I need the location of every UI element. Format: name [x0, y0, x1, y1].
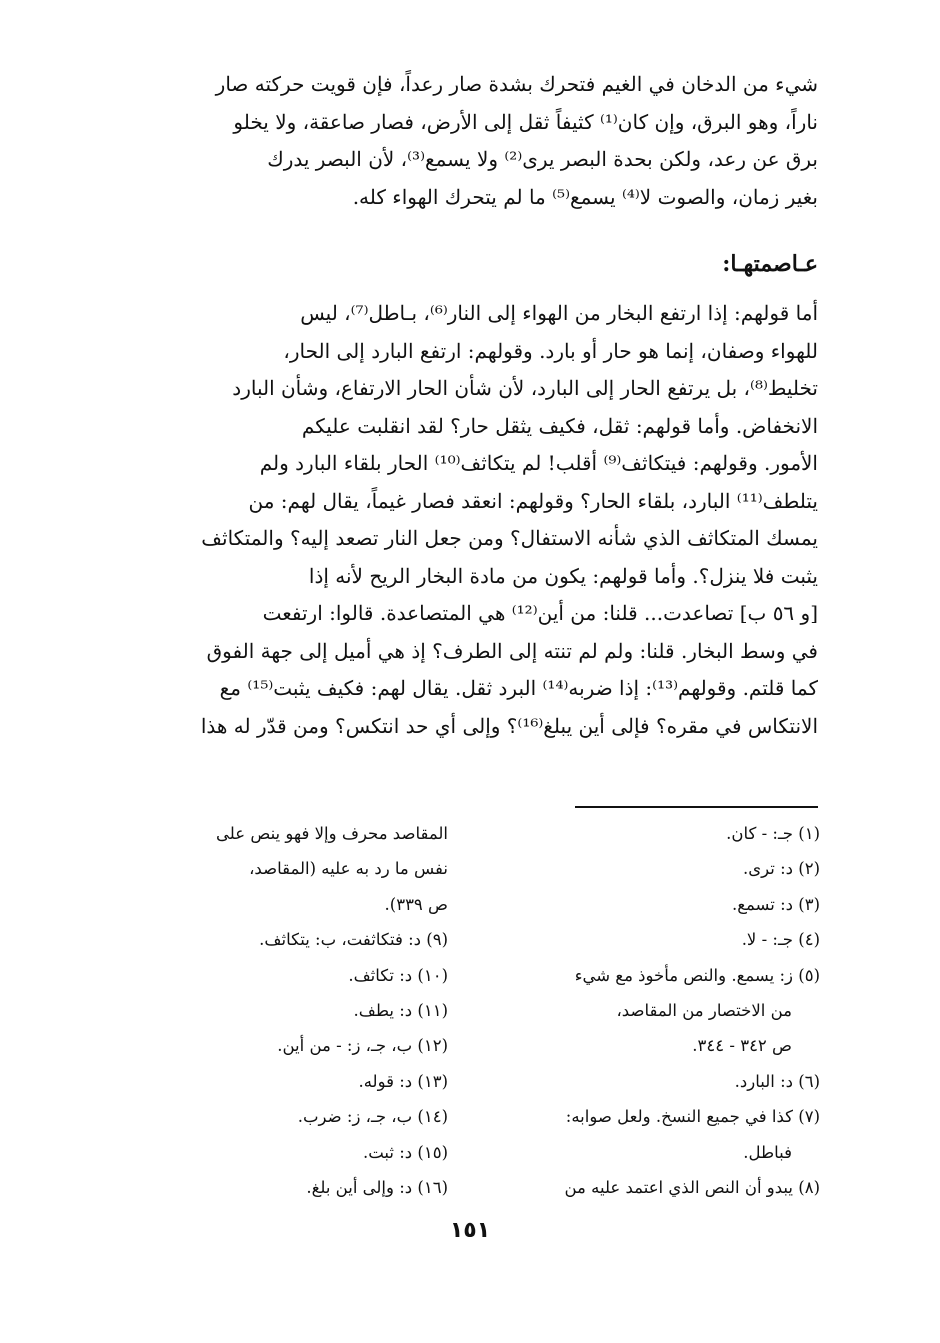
footnote: (٣) د: تسمع. [731, 894, 820, 914]
text-line: يتلطف⁽¹¹⁾ البارد، بلقاء الحار؟ وقولهم: انعقد فصار غيماً، يقال لهم: من [248, 488, 818, 513]
footnote: (٦) د: البارد. [734, 1071, 820, 1091]
text-line: يثبت فلا ينزل؟. وأما قولهم: يكون من مادة البخار الريح لأنه إذا [308, 563, 818, 588]
text-line: الانخفاض. وأما قولهم: ثقل، فكيف يثقل حار؟ لقد انقلبت عليكم [301, 413, 818, 438]
footnote-continuation: ص ٣٤٢ - ٣٤٤. [692, 1036, 792, 1056]
text-line: كما قلتم. وقولهم⁽¹³⁾: إذا ضربه⁽¹⁴⁾ البرد ثقل. يقال لهم: فكيف يثبت⁽¹⁵⁾ مع [219, 676, 818, 700]
footnote: (١٥) د: ثبت. [362, 1142, 448, 1162]
footnote: (١) جـ: - كان. [726, 824, 820, 843]
paragraph-main [118, 295, 818, 745]
footnote-continuation: ص ٣٣٩). [384, 894, 448, 914]
section-heading: عـاصمتهـا: [722, 251, 818, 277]
text-line: بغير زمان، والصوت لا⁽⁴⁾ يسمع⁽⁵⁾ ما لم يتحرك الهواء كله. [352, 184, 818, 209]
page-number: ١٥١ [449, 1218, 491, 1243]
footnote: (١٢) ب، جـ، ز: - من أين. [277, 1036, 448, 1056]
footnote-divider [575, 806, 818, 808]
text-line: للهواء وصفان، إنما هو حار أو بارد. وقولهم: ارتفع البارد إلى الحار، [283, 338, 818, 363]
text-line: تخليط⁽⁸⁾، بل يرتفع الحار إلى البارد، لأن شأن الحار الارتفاع، وشأن البارد [232, 376, 818, 400]
footnotes-left-column [118, 816, 448, 1205]
text-line: الانتكاس في مقره؟ فإلى أين يبلغ⁽¹⁶⁾؟ وإلى أي حد انتكس؟ ومن قدّر له هذا [200, 713, 818, 738]
text-line: برق عن رعد، ولكن بحدة البصر يرى⁽²⁾ ولا يسمع⁽³⁾، لأن البصر يدرك [267, 147, 818, 171]
paragraph-top [118, 66, 818, 216]
footnote: (٩) د: فتكاثفت، ب: يتكاثف. [259, 930, 448, 950]
text-line: شيء من الدخان في الغيم فتحرك بشدة صار رعداً، فإن قويت حركته صار [215, 72, 818, 96]
text-line: يمسك المتكاثف الذي شأنه الاستفال؟ ومن جعل النار تصعد إليه؟ والمتكاثف [201, 526, 818, 550]
footnote-continuation: المقاصد محرف وإلا فهو ينص على [216, 824, 448, 843]
footnote: (١١) د: يطف. [353, 1000, 448, 1020]
footnote-continuation: نفس ما رد به عليه (المقاصد، [249, 859, 448, 879]
footnote: (٢) د: ترى. [742, 859, 820, 879]
footnote: (١٦) د: وإلى أين بلغ. [306, 1177, 448, 1197]
footnote: (٤) جـ: - لا. [741, 930, 820, 950]
footnote-continuation: من الاختصار من المقاصد، [616, 1000, 792, 1020]
footnote: (٨) يبدو أن النص الذي اعتمد عليه من [564, 1177, 820, 1197]
text-line: أما قولهم: إذا ارتفع البخار من الهواء إلى النار⁽⁶⁾، بـاطل⁽⁷⁾، ليس [300, 301, 818, 325]
footnote: (١٤) ب، جـ، ز: ضرب. [297, 1107, 448, 1127]
text-line: في وسط البخار. قلنا: ولم لم تنته إلى الطرف؟ إذ هي أميل إلى جهة الفوق [206, 638, 818, 663]
footnote: (٧) كذا في جميع النسخ. ولعل صوابه: [565, 1107, 820, 1127]
footnote: (٥) ز: يسمع. والنص مأخوذ مع شيء [574, 965, 820, 985]
text-line: الأمور. وقولهم: فيتكاثف⁽⁹⁾ أقلب! لم يتكاثف⁽¹⁰⁾ الحار بلقاء البارد ولم [259, 451, 818, 475]
footnotes-right-column [480, 816, 820, 1205]
footnote: (١٠) د: تكاثف. [348, 965, 448, 985]
text-line: ناراً، وهو البرق، وإن كان⁽¹⁾ كثيفاً ثقل إلى الأرض، فصار صاعقة، ولا يخلو [233, 109, 818, 134]
text-line: [و ٥٦ ب] تصاعدت... قلنا: من أين⁽¹²⁾ هي المتصاعدة. قالوا: ارتفعت [262, 601, 818, 625]
footnote-continuation: فباطل. [743, 1142, 792, 1162]
footnote: (١٣) د: قوله. [358, 1071, 448, 1091]
